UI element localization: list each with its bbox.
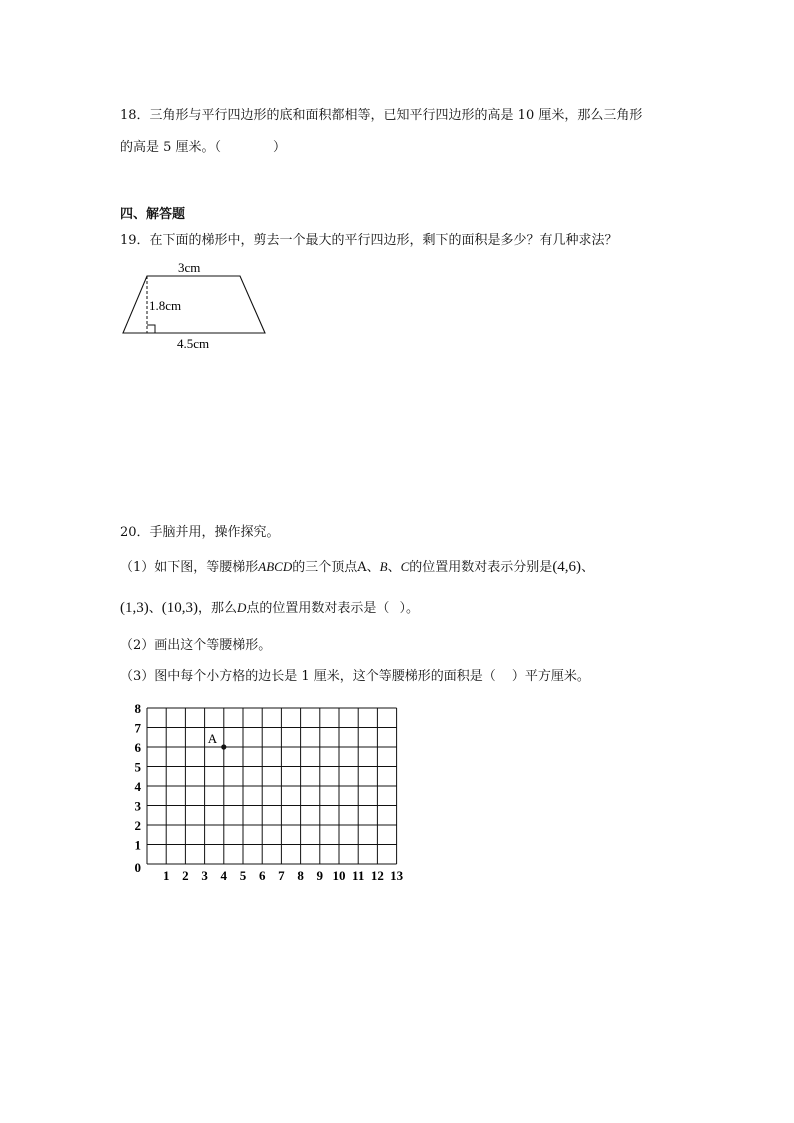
q20-part2: （2）画出这个等腰梯形。 (120, 638, 272, 653)
q20-part1-line1 (120, 556, 594, 576)
x-axis-tick-label: 7 (278, 868, 285, 883)
q20-p1-text-b: 的三个顶点 (292, 560, 358, 575)
bottom-base-label: 4.5cm (177, 336, 210, 351)
point-a-label: A (207, 731, 218, 746)
q18-line2 (120, 136, 286, 155)
y-axis-tick-label: 5 (134, 759, 141, 775)
x-axis-tick-label: 11 (352, 868, 365, 883)
point-a-dot (221, 744, 226, 749)
q20-p1-sep2: 、 (387, 560, 401, 575)
q20-p1-end: 、 (581, 560, 595, 575)
trapezoid-shape (123, 276, 265, 333)
trapezoid-figure (118, 256, 278, 356)
x-axis-tick-label: 4 (220, 868, 228, 883)
q19-text: 19．在下面的梯形中，剪去一个最大的平行四边形，剩下的面积是多少？有几种求法？ (120, 233, 618, 248)
q20-p1-sep1: 、 (366, 560, 380, 575)
x-axis-tick-label: 6 (258, 868, 266, 883)
q20-p1-text-a: （1）如下图，等腰梯形 (120, 560, 259, 575)
coordinate-grid[interactable] (120, 695, 420, 895)
q20-p1-vertex-a: A (357, 560, 367, 575)
q20-part1-line2 (120, 597, 419, 617)
q20-p1-abcd: ABCD (258, 559, 293, 574)
y-axis-tick-label: 7 (134, 720, 141, 736)
q20-part3 (120, 665, 590, 684)
y-axis-tick-label: 3 (134, 798, 141, 814)
right-angle-mark (147, 325, 155, 333)
top-base-label: 3cm (178, 260, 201, 275)
x-axis-tick-label: 1 (162, 868, 170, 883)
y-axis-tick-label: 1 (134, 837, 141, 853)
origin-label: 0 (134, 860, 141, 875)
q20-p2-coord-b: (1,3) (120, 600, 149, 616)
q20-p2-text-a: ，那么 (198, 601, 238, 616)
x-axis-tick-label: 10 (332, 868, 346, 883)
x-axis-tick-label: 8 (297, 868, 304, 883)
q20-title: 20．手脑并用，操作探究。 (120, 525, 280, 540)
x-axis-tick-label: 5 (239, 868, 247, 883)
q20-p1-vertex-b: B (379, 559, 388, 574)
q18-line1: 18．三角形与平行四边形的底和面积都相等，已知平行四边形的高是 10 厘米，那么三角形 (120, 108, 643, 123)
y-axis-tick-label: 2 (134, 818, 141, 833)
q20-p2-vertex-d: D (237, 600, 247, 615)
q20-p3-text-b: ）平方厘米。 (511, 669, 590, 684)
q20-p2-coord-c: (10,3) (161, 600, 199, 616)
q18-line2-close: ） (273, 140, 287, 155)
x-axis-tick-label: 12 (370, 868, 384, 883)
section-title: 四、解答题 (120, 207, 186, 222)
q20-p1-text-c: 的位置用数对表示分别是 (409, 560, 553, 575)
x-axis-tick-label: 13 (390, 868, 404, 883)
q20-p3-text-a: （3）图中每个小方格的边长是 1 厘米，这个等腰梯形的面积是（ (120, 669, 496, 684)
height-label: 1.8cm (149, 298, 182, 313)
q20-p1-vertex-c: C (400, 559, 410, 574)
x-axis-tick-label: 3 (201, 868, 208, 883)
q18-line2-text: 的高是 5 厘米。（ (120, 140, 222, 155)
y-axis-tick-label: 4 (134, 779, 141, 794)
y-axis-tick-label: 8 (134, 701, 141, 716)
x-axis-tick-label: 2 (182, 868, 189, 883)
y-axis-tick-label: 6 (134, 740, 141, 755)
q20-p2-text-c: ）。 (399, 601, 419, 616)
q20-p2-sep: 、 (148, 601, 162, 616)
q20-p2-text-b: 点的位置用数对表示是（ (246, 601, 390, 616)
q20-p1-coord-a: (4,6) (552, 559, 582, 575)
x-axis-tick-label: 9 (316, 868, 324, 883)
